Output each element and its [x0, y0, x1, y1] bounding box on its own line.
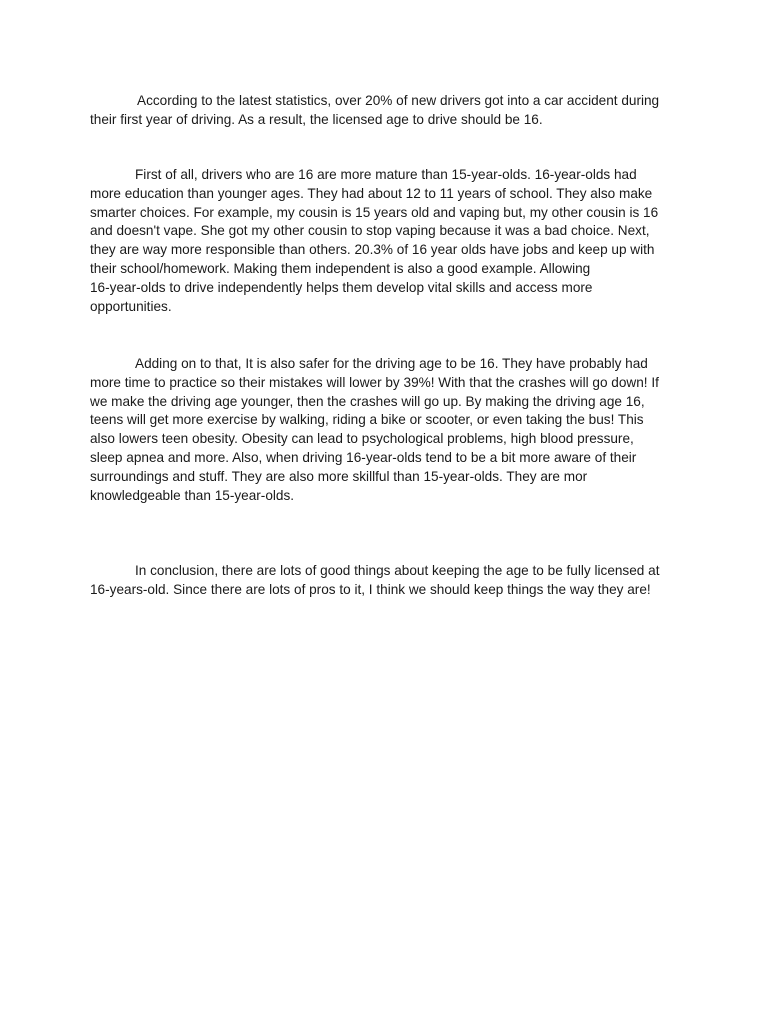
paragraph-line: In conclusion, there are lots of good things about keeping the age to be fully licensed at	[135, 563, 660, 578]
paragraph-line: First of all, drivers who are 16 are more mature than 15-year-olds. 16-year-olds had	[135, 167, 637, 182]
intro-paragraph	[90, 92, 680, 130]
paragraph-line: sleep apnea and more. Also, when driving 16-year-olds tend to be a bit more aware of their	[90, 449, 637, 465]
paragraph-line: also lowers teen obesity. Obesity can lead to psychological problems, high blood pressure,	[90, 431, 634, 447]
first-body-paragraph	[90, 166, 680, 316]
paragraph-line: and doesn't vape. She got my other cousin to stop vaping because it was a bad choice. Next,	[90, 223, 650, 239]
paragraph-line: smarter choices. For example, my cousin is 15 years old and vaping but, my other cousin is 16	[90, 204, 659, 220]
paragraph-line: Adding on to that, It is also safer for the driving age to be 16. They have probably had	[135, 356, 648, 371]
second-body-paragraph	[90, 355, 680, 505]
paragraph-line: teens will get more exercise by walking, riding a bike or scooter, or even taking the bus! This	[90, 412, 644, 428]
paragraph-line: According to the latest statistics, over 20% of new drivers got into a car accident during	[137, 93, 660, 108]
paragraph-line: we make the driving age younger, then the crashes will go up. By making the driving age 16,	[90, 393, 645, 409]
paragraph-line: 16-year-olds to drive independently helps them develop vital skills and access more	[90, 279, 593, 295]
paragraph-line: knowledgeable than 15-year-olds.	[90, 487, 295, 503]
paragraph-line: their school/homework. Making them independent is also a good example. Allowing	[90, 260, 591, 276]
paragraph-line: more time to practice so their mistakes will lower by 39%! With that the crashes will go down! If	[90, 374, 659, 390]
paragraph-line: more education than younger ages. They had about 12 to 11 years of school. They also make	[90, 185, 653, 201]
paragraph-line: their first year of driving. As a result, the licensed age to drive should be 16.	[90, 111, 543, 127]
conclusion-paragraph	[90, 562, 680, 600]
paragraph-line: they are way more responsible than others. 20.3% of 16 year olds have jobs and keep up with	[90, 242, 655, 258]
paragraph-line: opportunities.	[90, 298, 172, 314]
paragraph-line: 16-years-old. Since there are lots of pros to it, I think we should keep things the way they are!	[90, 581, 651, 597]
paragraph-line: surroundings and stuff. They are also more skillful than 15-year-olds. They are mor	[90, 468, 588, 484]
